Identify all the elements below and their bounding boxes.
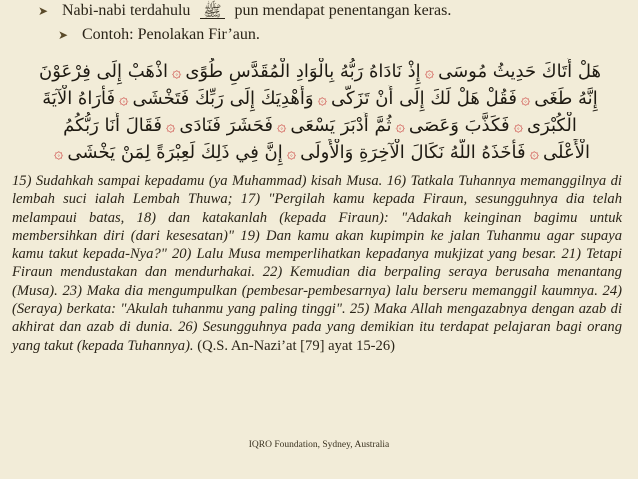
- ayah-separator-icon: ۞: [424, 62, 435, 81]
- footer-credit: IQRO Foundation, Sydney, Australia: [248, 440, 390, 450]
- bullet1-text-after: pun mendapat penentangan keras.: [234, 2, 452, 19]
- arabic-line: [20, 112, 620, 139]
- ayah-separator-icon: ۞: [166, 116, 176, 135]
- ayah-separator-icon: ۞: [286, 143, 297, 162]
- arabic-verse-segment: إِنَّهُ طَغَى: [534, 88, 598, 109]
- check-arrow-icon: ➤: [37, 3, 49, 18]
- surah-reference: (Q.S. An-Nazi’at [79] ayat 15-26): [193, 337, 395, 354]
- arabic-line: [20, 139, 620, 166]
- ayah-separator-icon: ۞: [171, 62, 182, 81]
- arabic-line: [20, 85, 620, 112]
- arabic-verse-segment: اذْهَبْ إِلَى فِرْعَوْنَ: [39, 61, 168, 82]
- arabic-verse-segment: فَكَذَّبَ وَعَصَى: [408, 115, 510, 136]
- arabic-line: [20, 58, 620, 85]
- ayah-separator-icon: ۞: [276, 116, 287, 135]
- ayah-separator-icon: ۞: [317, 89, 327, 108]
- arabic-verse-segment: هَلْ أَتَاكَ حَدِيثُ مُوسَى: [438, 61, 601, 82]
- arabic-verse-segment: الْأَعْلَى: [543, 142, 590, 163]
- bullet-prophets-opposition: [36, 2, 451, 20]
- arabic-verse-segment: فَقُلْ هَلْ لَكَ إِلَى أَنْ تَزَكَّى: [330, 88, 517, 109]
- bullet1-text-before: Nabi-nabi terdahulu: [62, 2, 191, 19]
- arabic-verse-segment: وَأَهْدِيَكَ إِلَى رَبِّكَ فَتَخْشَى: [132, 88, 314, 109]
- arabic-verses: [20, 58, 620, 166]
- bullet2-text: Contoh: Penolakan Fir’aun.: [82, 26, 260, 43]
- arabic-verse-segment: إِنَّ فِي ذَلِكَ لَعِبْرَةً لِمَنْ يَخْشَى: [67, 142, 283, 163]
- ayah-separator-icon: ۞: [520, 89, 531, 108]
- arabic-verse-segment: فَأَرَاهُ الْآيَةَ: [42, 88, 116, 109]
- arabic-verse-segment: فَحَشَرَ فَنَادَى: [179, 115, 273, 136]
- translation-text: 15) Sudahkah sampai kepadamu (ya Muhammad) kisah Musa. 16) Tatkala Tuhannya memanggilnya di lembah suci ialah Lembah Thuwa; 17) "Pergilah kamu kepada Firaun, sesungguhnya dia telah melampaui batas, 18) dan katakanlah (kepada Firaun): "Adakah keinginan bagimu untuk membersihkan diri (dari kesesatan)" 19) Dan kamu akan kupimpin ke jalan Tuhanmu agar supaya kamu takut kepada-Nya?" 20) Lalu Musa memperlihatkan kepadanya mukjizat yang besar. 21) Tetapi Firaun mendustakan dan mendurhakai. 22) Kemudian dia berpaling seraya berusaha menantang (Musa). 23) Maka dia mengumpulkan (pembesar-pembesarnya) lalu berseru memanggil kaumnya. 24) (Seraya) berkata: "Akulah tuhanmu yang paling tinggi". 25) Maka Allah mengazabnya dengan azab di akhirat dan azab di dunia. 26) Sesungguhnya pada yang demikian itu terdapat pelajaran bagi orang yang takut (kepada Tuhannya).: [12, 173, 622, 354]
- translation-paragraph: [12, 172, 622, 355]
- arabic-verse-segment: ثُمَّ أَدْبَرَ يَسْعَى: [290, 115, 392, 136]
- arabic-verse-segment: فَقَالَ أَنَا رَبُّكُمُ: [63, 115, 162, 136]
- arabic-verse-segment: فَأَخَذَهُ اللَّهُ نَكَالَ الْآخِرَةِ وَالْأُولَى: [300, 142, 526, 163]
- ayah-separator-icon: ۞: [395, 116, 405, 135]
- arabic-verse-segment: إِذْ نَادَاهُ رَبُّهُ بِالْوَادِ الْمُقَدَّسِ طُوًى: [185, 61, 421, 82]
- ayah-separator-icon: ۞: [54, 143, 64, 162]
- check-arrow-icon: ➤: [57, 27, 69, 42]
- bullet-pharaoh-example: [56, 26, 260, 44]
- arabic-verse-segment: الْكُبْرَى: [526, 115, 577, 136]
- ayah-separator-icon: ۞: [513, 116, 523, 135]
- ayah-separator-icon: ۞: [119, 89, 129, 108]
- ayah-separator-icon: ۞: [529, 143, 539, 162]
- pbuh-glyph: ﷺ: [200, 4, 224, 19]
